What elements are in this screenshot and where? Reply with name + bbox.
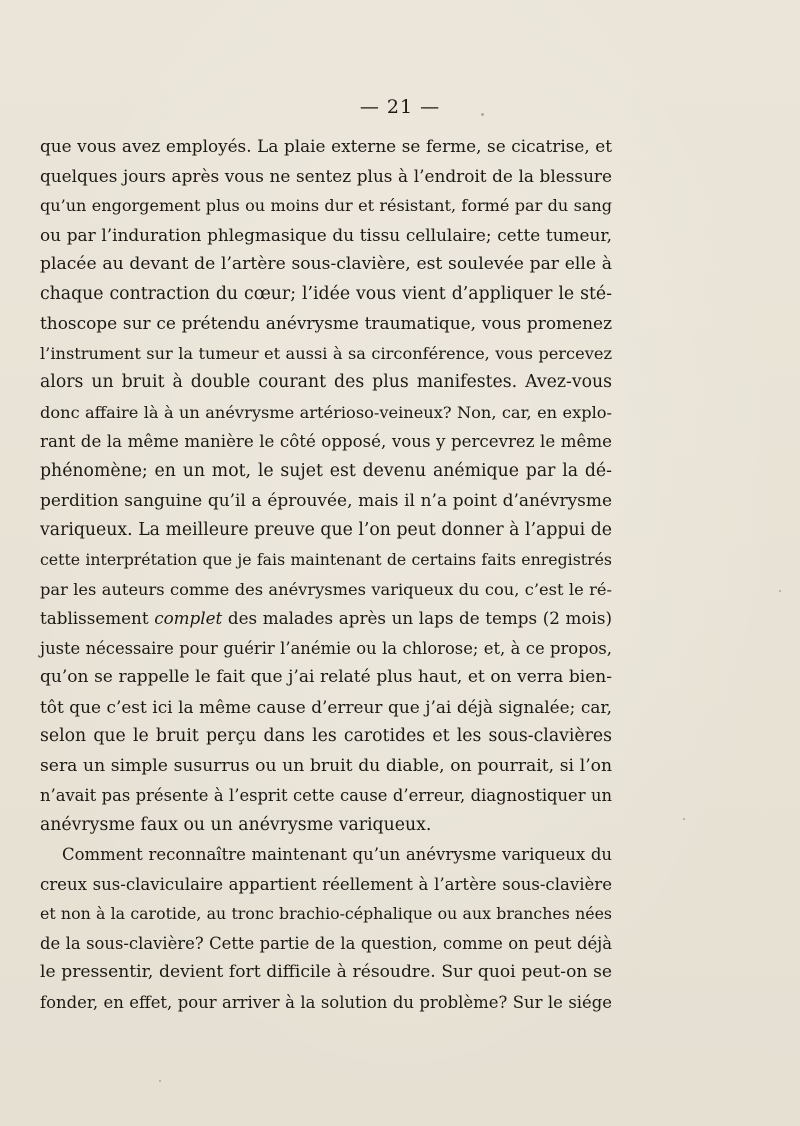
body-text — [40, 132, 612, 1017]
text-line: qu’un engorgement plus ou moins dur et résistant, formé par du sang — [40, 196, 612, 215]
text-line: sera un simple susurrus ou un bruit du diable, on pourrait, si l’on — [40, 755, 612, 776]
text-line: selon que le bruit perçu dans les carotides et les sous-clavières — [40, 726, 612, 746]
text-line: phénomène; en un mot, le sujet est devenu anémique par la dé- — [40, 460, 612, 481]
text-line: quelques jours après vous ne sentez plus à l’endroit de la blessure — [40, 165, 612, 186]
paper-speck — [481, 113, 484, 116]
paper-speck — [159, 1080, 161, 1082]
page-number: — 21 — — [359, 96, 441, 118]
text-line: variqueux. La meilleure preuve que l’on peut donner à l’appui de — [40, 519, 612, 540]
text-line: chaque contraction du cœur; l’idée vous vient d’appliquer le sté- — [40, 283, 612, 304]
paper-speck — [779, 590, 781, 592]
text-line: rant de la même manière le côté opposé, vous y percevrez le même — [40, 432, 612, 451]
text-line: ou par l’induration phlegmasique du tissu cellulaire; cette tumeur, — [40, 224, 612, 245]
text-line: donc affaire là à un anévrysme artérioso-veineux? Non, car, en explo- — [40, 402, 612, 422]
text-line: perdition sanguine qu’il a éprouvée, mais il n’a point d’anévrysme — [40, 490, 612, 510]
text-line: fonder, en effet, pour arriver à la solution du problème? Sur le siége — [40, 992, 612, 1012]
text-line: juste nécessaire pour guérir l’anémie ou la chlorose; et, à ce propos, — [40, 638, 612, 658]
text-line: par les auteurs comme des anévrysmes variqueux du cou, c’est le ré- — [40, 579, 612, 599]
text-line: et non à la carotide, au tronc brachio-céphalique ou aux branches nées — [40, 904, 612, 923]
text-line: Comment reconnaître maintenant qu’un anévrysme variqueux du — [62, 845, 612, 864]
emphasis: complet — [154, 608, 223, 628]
text-line: n’avait pas présente à l’esprit cette cause d’erreur, diagnostiquer un — [40, 786, 612, 805]
paper-speck — [683, 818, 685, 820]
text-line: placée au devant de l’artère sous-clavière, est soulevée par elle à — [40, 254, 612, 274]
text-line: creux sus-claviculaire appartient réellement à l’artère sous-clavière — [40, 874, 612, 894]
text-line: de la sous-clavière? Cette partie de la question, comme on peut déjà — [40, 933, 612, 953]
text-line: anévrysme faux ou un anévrysme variqueux. — [40, 814, 432, 835]
text-line: l’instrument sur la tumeur et aussi à sa circonférence, vous percevez — [40, 343, 612, 363]
text-line: thoscope sur ce prétendu anévrysme traumatique, vous promenez — [40, 313, 612, 333]
text-line: qu’on se rappelle le fait que j’ai relaté plus haut, et on verra bien- — [40, 667, 612, 687]
text-line: tablissement complet des malades après un laps de temps (2 mois) — [40, 608, 612, 628]
text-line: que vous avez employés. La plaie externe se ferme, se cicatrise, et — [40, 136, 612, 156]
text-line: alors un bruit à double courant des plus manifestes. Avez-vous — [40, 372, 612, 392]
text-line: le pressentir, devient fort difficile à résoudre. Sur quoi peut-on se — [40, 962, 612, 982]
text-line: tôt que c’est ici la même cause d’erreur que j’ai déjà signalée; car, — [40, 696, 612, 717]
text-line: cette interprétation que je fais maintenant de certains faits enregistrés — [40, 550, 612, 569]
